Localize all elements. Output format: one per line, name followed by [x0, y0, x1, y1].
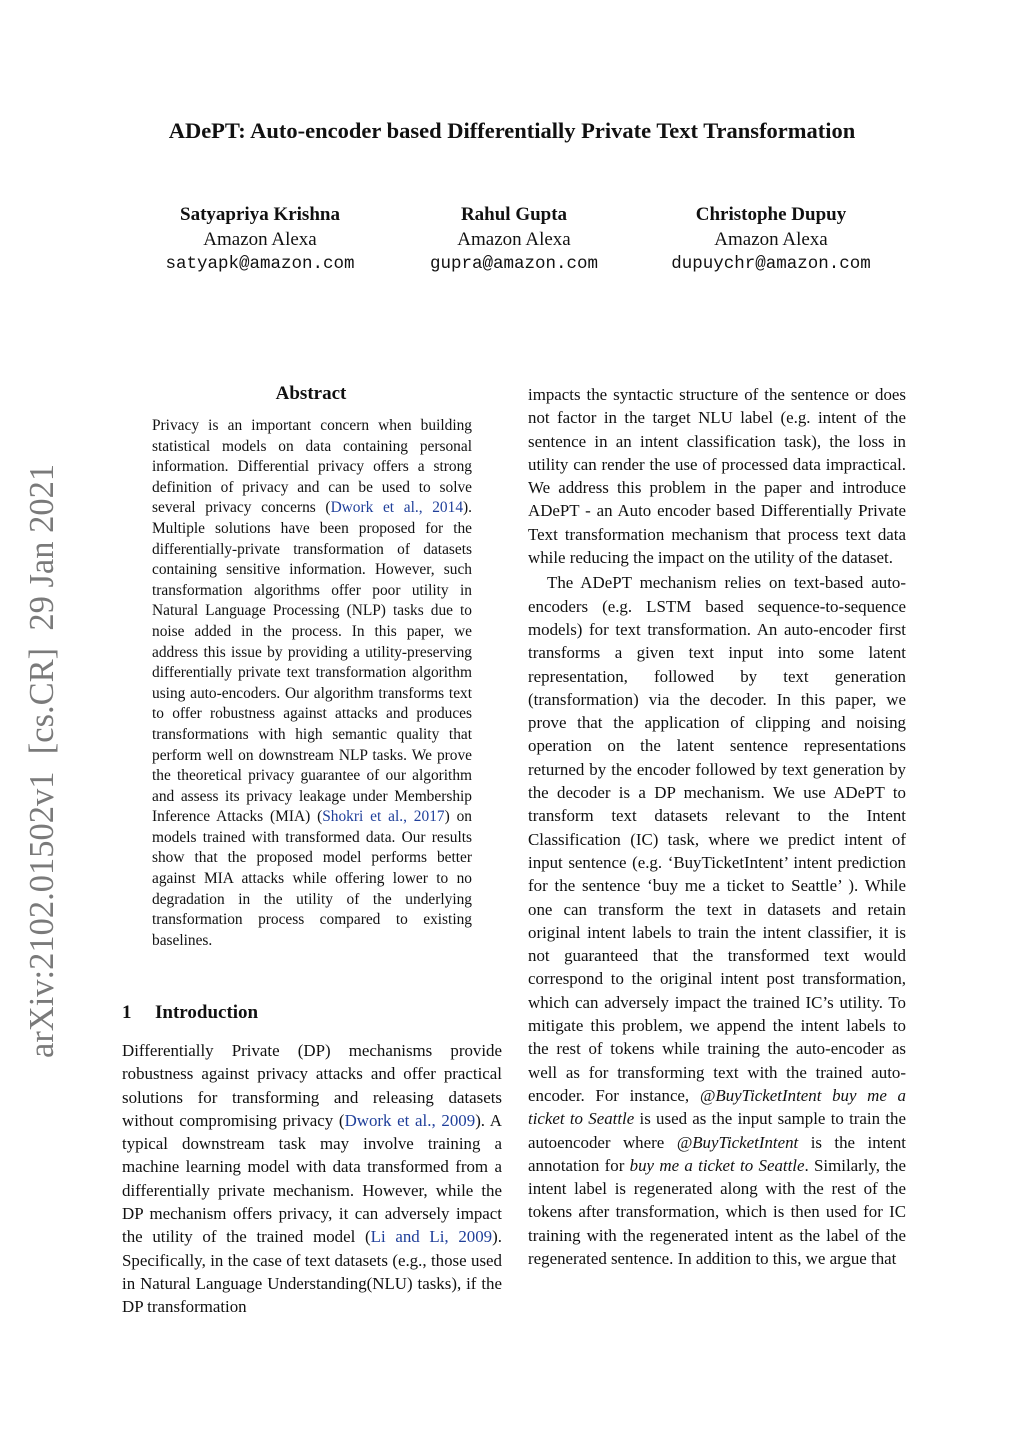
paragraph: impacts the syntactic structure of the sentence or does not factor in the target NLU label (e.g. intent of the sentence in an intent classification task), the loss in utility can render the use of processed data impractical. We address this problem in the paper and introduce ADePT - an Auto encoder based Differentially Private Text transformation mechanism that process text data while reducing the impact on the utility of the dataset. — [528, 385, 906, 568]
author-name: Satyapriya Krishna — [180, 204, 340, 225]
citation-link[interactable]: Dwork et al., 2014 — [330, 499, 464, 517]
paper-title: ADePT: Auto-encoder based Differentially Private Text Transformation — [168, 118, 856, 143]
author-email[interactable]: gupra@amazon.com — [429, 254, 599, 274]
author-name: Rahul Gupta — [460, 204, 568, 225]
author-block-3 — [651, 203, 891, 277]
author-affiliation: Amazon Alexa — [714, 228, 828, 250]
author-email[interactable]: dupuychr@amazon.com — [671, 254, 871, 274]
author-block-1 — [150, 203, 370, 277]
author-block-2 — [404, 203, 624, 277]
arxiv-identifier: arXiv:2102.01502v1 [cs.CR] 29 Jan 2021 — [23, 463, 61, 1058]
author-name: Christophe Dupuy — [695, 204, 847, 225]
section-number: 1 — [122, 1002, 132, 1023]
abstract-heading: Abstract — [275, 383, 347, 404]
section-title: Introduction — [155, 1002, 259, 1023]
introduction-right-column — [528, 383, 906, 1270]
author-email[interactable]: satyapk@amazon.com — [165, 254, 355, 274]
author-affiliation: Amazon Alexa — [457, 228, 571, 250]
paragraph: The ADePT mechanism relies on text-based auto-encoders (e.g. LSTM based sequence-to-sequence models) for text transformation. An auto-encoder first transforms a given text input into some latent representation, followed by text generation (transformation) via the decoder. In this paper, we prove that the application of clipping and noising operation on the latent sentence representations returned by the encoder followed by text generation by the decoder is a DP mechanism. We use ADePT to transform text datasets relevant to the Intent Classification (IC) task, where we predict intent of input sentence (e.g. ‘BuyTicketIntent’ intent prediction for the sentence ‘buy me a ticket to Seattle’ ). While one can transform the text in datasets and retain original intent labels to train the intent classifier, it is not guaranteed that the transformed text would correspond to the original intent post transformation, which can adversely impact the trained IC’s utility. To mitigate this problem, we append the intent labels to the rest of tokens while training the auto-encoder as well as for transforming text with the trained auto-encoder. For instance, @BuyTicketIntent buy me a ticket to Seattle is used as the input sample to train the autoencoder where @BuyTicketIntent is the intent annotation for buy me a ticket to Seattle. Similarly, the intent label is regenerated along with the rest of the tokens after transformation, which is then used for IC training with the regenerated intent as the label of the regenerated sentence. In addition to this, we argue that — [528, 573, 907, 1268]
citation-link[interactable]: Shokri et al., 2017 — [322, 808, 445, 826]
abstract-text: Privacy is an important concern when building statistical models on data containing personal information. Differential privacy offers a strong definition of privacy and can be used to solve several privacy concerns (Dwork et al., 2014). Multiple solutions have been proposed for the differentially-private transformation of datasets containing sensitive information. However, such transformation algorithms offer poor utility in Natural Language Processing (NLP) tasks due to noise added in the process. In this paper, we address this issue by providing a utility-preserving differentially private text transformation algorithm using auto-encoders. Our algorithm transforms text to offer robustness against attacks and produces transformations with high semantic quality that perform well on downstream NLP tasks. We prove the theoretical privacy guarantee of our algorithm and assess its privacy leakage under Membership Inference Attacks (MIA) (Shokri et al., 2017) on models trained with transformed data. Our results show that the proposed model performs better against MIA attacks while offering lower to no degradation in the utility of the underlying transformation process compared to existing baselines. — [152, 417, 472, 949]
citation-link[interactable]: Dwork et al., 2009 — [344, 1110, 476, 1130]
section-heading-introduction — [122, 1002, 502, 1024]
citation-link[interactable]: Li and Li, 2009 — [370, 1227, 493, 1247]
introduction-left-column: Differentially Private (DP) mechanisms provide robustness against privacy attacks and offer practical solutions for transforming and releasing datasets without compromising privacy (Dwork et al., 2009). A typical downstream task may involve training a machine learning model with data transformed from a differentially private mechanism. However, while the DP mechanism offers privacy, it can adversely impact the utility of the trained model (Li and Li, 2009). Specifically, in the case of text datasets (e.g., those used in Natural Language Understanding(NLU) tasks), if the DP transformation — [122, 1041, 502, 1317]
author-affiliation: Amazon Alexa — [203, 228, 317, 250]
